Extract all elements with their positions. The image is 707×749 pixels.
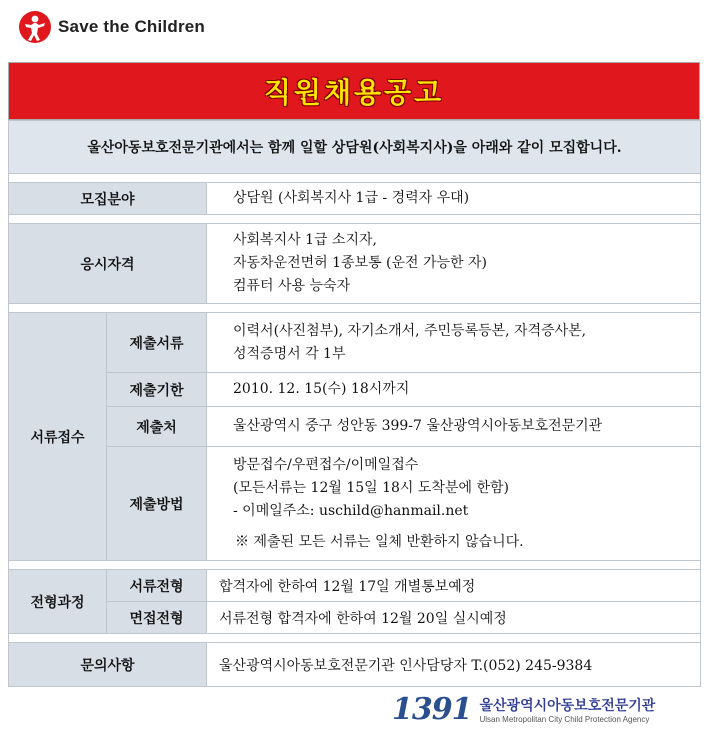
label-contact: 문의사항 xyxy=(9,643,207,687)
label-papers: 제출서류 xyxy=(107,313,207,373)
label-document-submission: 서류접수 xyxy=(9,313,107,561)
value-field: 상담원 (사회복지사 1급 - 경력자 우대) xyxy=(207,183,701,215)
header xyxy=(0,0,707,62)
intro-text: 울산아동보호전문기관에서는 함께 일할 상담원(사회복지사)을 아래와 같이 모집합니다. xyxy=(9,121,701,174)
row-field xyxy=(9,183,701,215)
method-line: 방문접수/우편접수/이메일접수 xyxy=(233,456,419,473)
method-note: ※ 제출된 모든 서류는 일체 반환하지 않습니다. xyxy=(235,533,524,550)
papers-line: 이력서(사진첨부), 자기소개서, 주민등록등본, 자격증사본, xyxy=(233,322,587,339)
value-deadline: 2010. 12. 15(수) 18시까지 xyxy=(207,373,701,407)
qual-line: 자동차운전면허 1종보통 (운전 가능한 자) xyxy=(233,255,488,271)
label-deadline: 제출기한 xyxy=(107,373,207,407)
row-place xyxy=(9,407,701,447)
banner-title: 직원채용공고 xyxy=(263,76,445,109)
agency-logo xyxy=(392,692,655,727)
child-figure-icon xyxy=(18,10,52,44)
row-deadline xyxy=(9,373,701,407)
value-papers xyxy=(207,313,701,373)
label-field: 모집분야 xyxy=(9,183,207,215)
label-doc-screening: 서류전형 xyxy=(107,570,207,602)
row-contact xyxy=(9,643,701,687)
value-doc-screening: 합격자에 한하여 12월 17일 개별통보예정 xyxy=(207,570,701,602)
qual-line: 사회복지사 1급 소지자, xyxy=(233,232,377,248)
agency-name-kr: 울산광역시아동보호전문기관 xyxy=(479,698,656,714)
value-contact: 울산광역시아동보호전문기관 인사담당자 T.(052) 245-9384 xyxy=(207,643,701,687)
notice-table xyxy=(8,120,701,687)
recruitment-banner xyxy=(8,62,700,120)
row-method xyxy=(9,447,701,561)
label-qualification: 응시자격 xyxy=(9,224,207,304)
row-qualification xyxy=(9,224,701,304)
agency-name xyxy=(480,695,656,724)
value-place: 울산광역시 중구 성안동 399-7 울산광역시아동보호전문기관 xyxy=(207,407,701,447)
label-selection-process: 전형과정 xyxy=(9,570,107,634)
save-the-children-logo xyxy=(18,10,205,44)
intro-row xyxy=(9,121,701,174)
method-line: (모든서류는 12월 15일 18시 도착분에 한함) xyxy=(233,479,509,496)
value-interview: 서류전형 합격자에 한하여 12월 20일 실시예정 xyxy=(207,602,701,634)
row-papers xyxy=(9,313,701,373)
label-place: 제출처 xyxy=(107,407,207,447)
method-line: - 이메일주소: uschild@hanmail.net xyxy=(233,502,469,519)
qual-line: 컴퓨터 사용 능숙자 xyxy=(233,278,351,294)
value-method xyxy=(207,447,701,561)
agency-name-en: Ulsan Metropolitan City Child Protection Agency xyxy=(479,715,650,724)
label-interview: 면접전형 xyxy=(107,602,207,634)
row-doc-screening xyxy=(9,570,701,602)
row-interview xyxy=(9,602,701,634)
label-method: 제출방법 xyxy=(107,447,207,561)
brand-name: Save the Children xyxy=(58,17,205,36)
papers-line: 성적증명서 각 1부 xyxy=(233,345,346,362)
value-qualification xyxy=(207,224,701,304)
hotline-number: 1391 xyxy=(392,692,472,727)
